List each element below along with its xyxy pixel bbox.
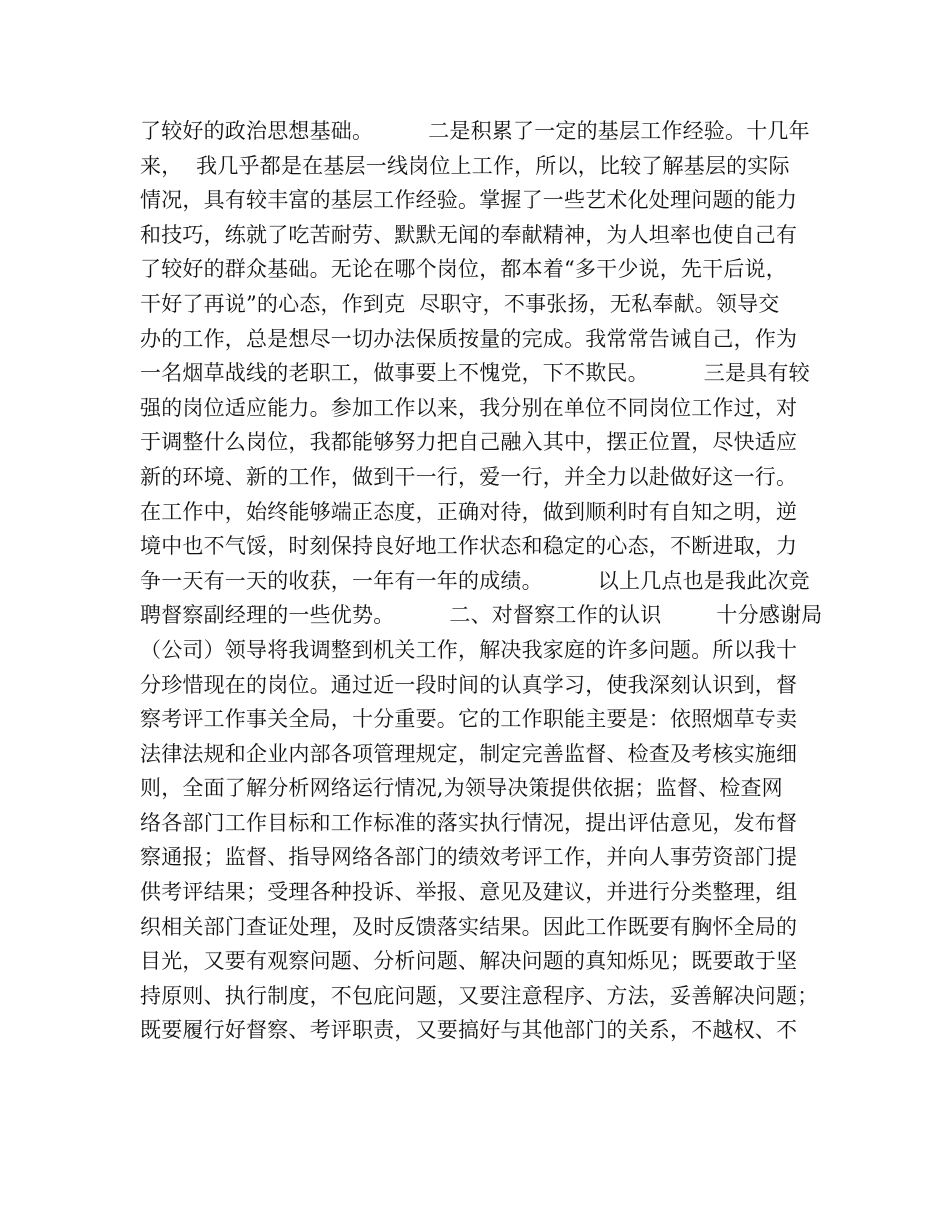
text-line: 聘督察副经理的一些优势。 二、对督察工作的认识 十分感谢局 [140,603,823,628]
text-line: 察考评工作事关全局，十分重要。它的工作职能主要是：依照烟草专卖 [140,707,798,732]
text-line: 织相关部门查证处理，及时反馈落实结果。因此工作既要有胸怀全局的 [140,914,798,939]
text-line: 持原则、执行制度，不包庇问题，又要注意程序、方法，妥善解决问题； [140,983,819,1008]
text-line: 察通报；监督、指导网络各部门的绩效考评工作，并向人事劳资部门提 [140,845,798,870]
text-line: 办的工作，总是想尽一切办法保质按量的完成。我常常告诫自己，作为 [140,326,798,351]
text-line: 新的环境、新的工作，做到干一行，爱一行，并全力以赴做好这一行。 [140,464,798,489]
text-line: 于调整什么岗位，我都能够努力把自己融入其中，摆正位置，尽快适应 [140,430,798,455]
text-line: 法律法规和企业内部各项管理规定，制定完善监督、检查及考核实施细 [140,741,798,766]
text-line: 了较好的群众基础。无论在哪个岗位，都本着“多干少说，先干后说， [140,257,787,282]
text-line: 和技巧，练就了吃苦耐劳、默默无闻的奉献精神，为人坦率也使自己有 [140,222,798,247]
text-line: 境中也不气馁，时刻保持良好地工作状态和稳定的心态，不断进取，力 [140,534,798,559]
body-text [140,114,830,1048]
text-line: 络各部门工作目标和工作标准的落实执行情况，提出评估意见，发布督 [140,810,798,835]
text-line: 则，全面了解分析网络运行情况,为领导决策提供依据；监督、检查网 [140,776,783,801]
text-line: 目光，又要有观察问题、分析问题、解决问题的真知烁见；既要敢于坚 [140,949,798,974]
text-line: 情况，具有较丰富的基层工作经验。掌握了一些艺术化处理问题的能力 [140,188,798,213]
text-line: 干好了再说”的心态，作到克 尽职守，不事张扬，无私奉献。领导交 [140,291,780,316]
text-line: 来， 我几乎都是在基层一线岗位上工作，所以，比较了解基层的实际 [140,153,790,178]
text-line: （公司）领导将我调整到机关工作，解决我家庭的许多问题。所以我十 [140,637,798,662]
text-line: 供考评结果；受理各种投诉、举报、意见及建议，并进行分类整理，组 [140,880,798,905]
text-line: 既要履行好督察、考评职责，又要搞好与其他部门的关系，不越权、不 [140,1018,798,1043]
text-line: 强的岗位适应能力。参加工作以来，我分别在单位不同岗位工作过，对 [140,395,798,420]
text-line: 在工作中，始终能够端正态度，正确对待，做到顺利时有自知之明，逆 [140,499,798,524]
text-line: 一名烟草战线的老职工，做事要上不愧党，下不欺民。 三是具有较 [140,361,810,386]
text-line: 分珍惜现在的岗位。通过近一段时间的认真学习，使我深刻认识到，督 [140,672,798,697]
text-line: 争一天有一天的收获，一年有一年的成绩。 以上几点也是我此次竞 [140,568,810,593]
text-line: 了较好的政治思想基础。 二是积累了一定的基层工作经验。十几年 [140,119,810,143]
